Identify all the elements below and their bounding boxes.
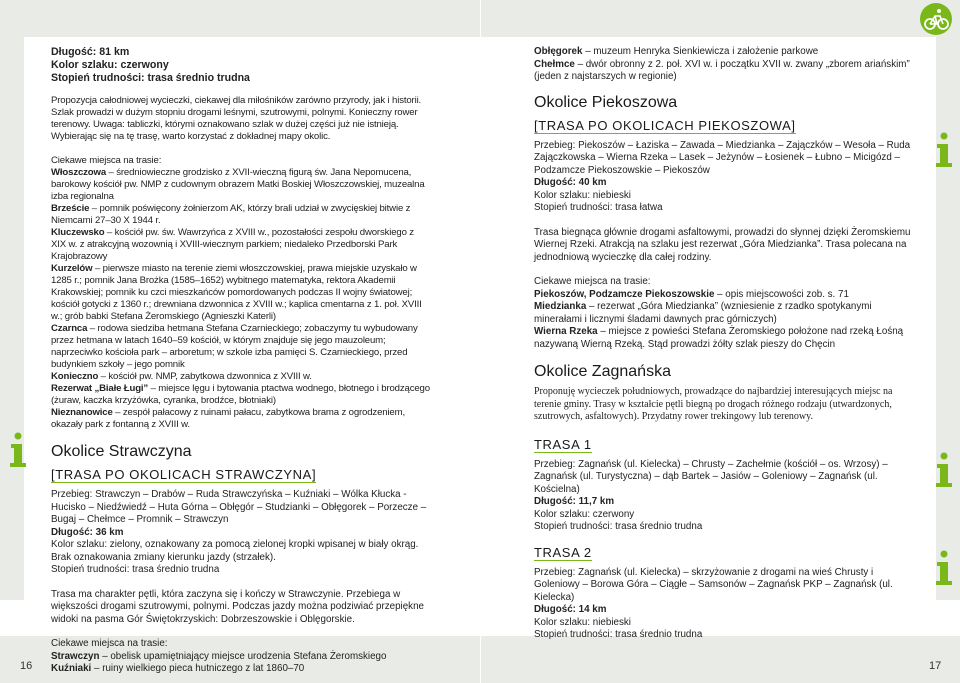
dlugosc: Długość: 40 km — [534, 177, 607, 188]
stopien-trudnosci: Stopień trudności: trasa średnio trudna — [534, 521, 703, 532]
kolor-szlaku: Kolor szlaku: czerwony — [534, 508, 635, 520]
section-title-zagnansk: Okolice Zagnańska — [534, 363, 671, 380]
trasa-title-piekoszow: [TRASA PO OKOLICACH PIEKOSZOWA] — [534, 117, 796, 133]
place-item: Czarnca – rodowa siedziba hetmana Stefana Czarnieckiego; zobaczymy tu wybudowany przez hetmana w latach 1640–59 kościół, w którym znajduje się jego mauzoleum; naprzeciwko kościoła park – arboretum; w szkole izba pamięci S. Czarnieckiego, przed budynkiem szkoły – jego pomnik — [51, 323, 418, 370]
place-item: Obłęgorek – muzeum Henryka Sienkiewicza i założenie parkowe — [534, 46, 819, 57]
left-column — [51, 46, 431, 676]
trasa-description: Trasa biegnąca głównie drogami asfaltowymi, prowadzi do słynnej dzięki Żeromskiemu Wiernej Rzeki. Atrakcją na szlaku jest rezerwat „Góra Miedzianka”. Trasa polecana na jednodniową wycieczkę dla całej rodziny. — [534, 226, 911, 263]
page-number-right: 17 — [929, 660, 942, 672]
trasa-title-strawczyn: [TRASA PO OKOLICACH STRAWCZYNA] — [51, 467, 317, 482]
stopien-trudnosci: Stopień trudności: trasa łatwa — [534, 202, 663, 213]
dlugosc: Długość: 14 km — [534, 604, 607, 615]
dlugosc: Długość: 81 km — [51, 46, 130, 58]
przebieg: Przebieg: Zagnańsk (ul. Kielecka) – skrzyżowanie z drogami na wieś Chrusty i Goleniowy – Borowa Góra – Ciągłe – Samsonów – Zagnańsk PKP – Zagnańsk (ul. Kielecka) — [534, 566, 893, 603]
ciekawe-label: Ciekawe miejsca na trasie: — [51, 155, 162, 166]
right-side-band — [936, 0, 960, 600]
info-icon — [4, 430, 32, 470]
info-icon — [930, 548, 958, 588]
place-item: Rezerwat „Białe Ługi” – miejsce lęgu i bytowania ptactwa wodnego, błotnego i brodzącego (żuraw, kaczka krzyżówka, cyranka, brodźce, błotniaki) — [51, 383, 430, 406]
section-title-strawczyn: Okolice Strawczyna — [51, 443, 192, 460]
stopien-trudnosci: Stopień trudności: trasa średnio trudna — [534, 629, 703, 640]
places-list — [51, 167, 431, 431]
trasa-description: Trasa ma charakter pętli, która zaczyna się i kończy w Strawczynie. Przebiega w większości drogami szutrowymi, polnymi. Podczas jazdy można podziwiać przepiękne widoki na pasma Gór Świętokrzyskich: Dobrzeszowskie i Oblęgorskie. — [51, 588, 424, 625]
place-item: Włoszczowa – średniowieczne grodzisko z XVII-wieczną figurą św. Jana Nepomucena, barokowy kościół pw. NMP z cudownym obrazem Matki Boskiej Włoszczowskiej, muzealna izba regionalna — [51, 167, 425, 202]
place-item: Nieznanowice – zespół pałacowy z ruinami pałacu, zabytkowa brama z ogrodzeniem, okazały park z fontanną z XVIII w. — [51, 407, 405, 430]
place-item: Brzeście – pomnik poświęcony żołnierzom AK, którzy brali udział w zwycięskiej bitwie z Niemcami 27–30 X 1944 r. — [51, 203, 411, 226]
stopien-trudnosci: Stopień trudności: trasa średnio trudna — [51, 72, 250, 84]
place-item: Kluczewsko – kościół pw. św. Wawrzyńca z XVIII w., pozostałości zespołu dworskiego z XIX w. z atrakcyjną wozownią i XVIII-wiecznym parkiem; niedaleko Przedborski Park Krajobrazowy — [51, 227, 414, 262]
right-column — [534, 46, 912, 642]
ciekawe-label: Ciekawe miejsca na trasie: — [534, 276, 651, 287]
dlugosc: Długość: 36 km — [51, 526, 124, 538]
page-gutter — [480, 0, 481, 683]
przebieg: Przebieg: Strawczyn – Drabów – Ruda Strawczyńska – Kuźniaki – Wólka Kłucka - Hucisko – Niedźwiedź – Huta Górna – Obłęgór – Studzianki – Obłęgorek – Porzecze – Bugaj – Chełmce – Promnik – Strawczyn — [51, 489, 427, 525]
left-side-band — [0, 0, 24, 600]
page-number-left: 16 — [20, 660, 33, 672]
kolor-szlaku: Kolor szlaku: niebieski — [534, 189, 631, 201]
stopien-trudnosci: Stopień trudności: trasa średnio trudna — [51, 564, 220, 575]
trasa-1-title: TRASA 1 — [534, 436, 592, 452]
intro-paragraph: Propozycja całodniowej wycieczki, ciekawej dla miłośników zarówno przyrody, jak i historii. Szlak prowadzi w dużym stopniu drogami leśnymi, szutrowymi, polnymi. Konieczny rower terenowy. Uwaga: tabliczki, którymi oznakowano szlak w dużej części już nie istnieją. Wybierając się na tę trasę, warto korzystać z dokładnej mapy okolic. — [51, 95, 422, 142]
place-item: Strawczyn – obelisk upamiętniający miejsce urodzenia Stefana Żeromskiego — [51, 650, 387, 662]
przebieg: Przebieg: Piekoszów – Łaziska – Zawada – Miedzianka – Zajączków – Wesoła – Ruda Zajączkowska – Wierna Rzeka – Lasek – Jeżynów – Łosienek – Łubno – Micigózd – Podzamcze Piekoszowskie – Piekoszów — [534, 139, 911, 176]
section-title-piekoszow: Okolice Piekoszowa — [534, 93, 678, 111]
zagnansk-intro: Proponuję wycieczek południowych, prowadzące do najbardziej interesujących miejsc na terenie gminy. Trasy w kształcie pętli biegną po drogach różnego rodzaju (utwardzonych, szutrowych, asfaltowych). Przydatny rower trekingowy lub terenowy. — [534, 386, 893, 422]
info-icon — [930, 450, 958, 490]
ciekawe-label: Ciekawe miejsca na trasie: — [51, 638, 168, 649]
przebieg: Przebieg: Zagnańsk (ul. Kielecka) – Chrusty – Zachełmie (kościół – os. Wrzosy) – Zagnańsk (ul. Turystyczna) – dąb Bartek – Jasiów – Goleniowy – Zagnańsk (ul. Kościelna) — [534, 458, 888, 495]
trasa-details — [534, 140, 912, 352]
info-icon — [930, 130, 958, 170]
kolor-szlaku: Kolor szlaku: zielony, oznakowany za pomocą zielonej kropki wpisanej w biały okrąg. Brak oznakowania zmiany kierunku jazdy (strzałek). — [51, 539, 419, 563]
place-item: Kuźniaki – ruiny wielkiego pieca hutniczego z lat 1860–70 — [51, 663, 305, 674]
place-item: Chełmce – dwór obronny z 2. poł. XVI w. i początku XVII w. zwany „zborem ariańskim” (jeden z najstarszych w regionie) — [534, 58, 910, 82]
kolor-szlaku: Kolor szlaku: czerwony — [51, 59, 169, 71]
top-places — [534, 46, 912, 84]
trasa-details — [51, 489, 431, 676]
trasa-2-details — [534, 567, 912, 642]
trasa-2-title: TRASA 2 — [534, 544, 592, 560]
place-item: Piekoszów, Podzamcze Piekoszowskie – opis miejscowości zob. s. 71 — [534, 288, 849, 300]
trasa-1-details — [534, 459, 912, 534]
bicycle-icon — [920, 3, 952, 35]
place-item: Kurzelów – pierwsze miasto na terenie ziemi włoszczowskiej, prawa miejskie uzyskało w 1285 r.; pomnik Jana Brożka (1585–1652) wybitnego matematyka, rektora Akademii Krakowskiej; pomnik ku czci mieszkańców pomordowanych podczas II wojny światowej; kościół gotycki z 1360 r.; drewniana dzwonnica z XVIII w.; kaplica cmentarna z 1. poł. XVIII w.; grób babki Stefana Żeromskiego (Agnieszki Katerli) — [51, 263, 422, 322]
place-item: Wierna Rzeka – miejsce z powieści Stefana Żeromskiego położone nad rzeką Łośną nazywaną Wierną Rzeką. Stąd prowadzi żółty szlak pieszy do Chęcin — [534, 326, 904, 350]
place-item: Konieczno – kościół pw. NMP, zabytkowa dzwonnica z XVIII w. — [51, 371, 312, 382]
dlugosc: Długość: 11,7 km — [534, 496, 615, 507]
kolor-szlaku: Kolor szlaku: niebieski — [534, 616, 631, 628]
place-item: Miedzianka – rezerwat „Góra Miedzianka” (wzniesienie z rzadko spotykanymi minerałami i licznymi śladami dawnych prac górniczych) — [534, 301, 872, 325]
